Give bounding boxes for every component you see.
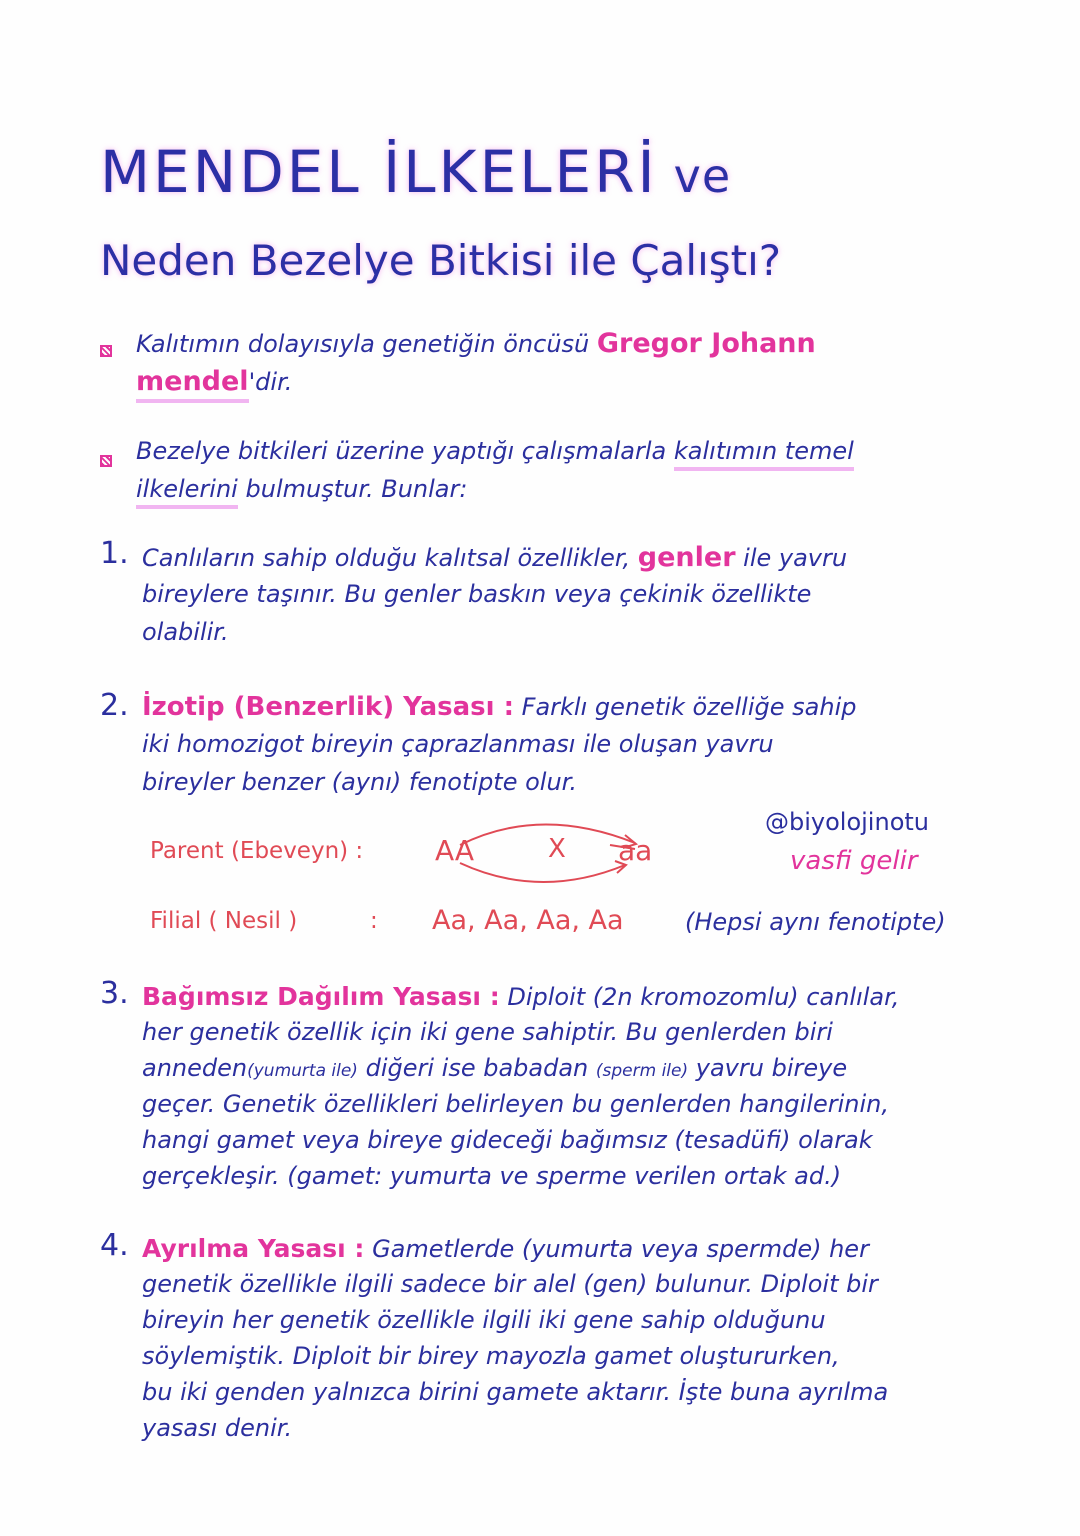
title-suffix: ve bbox=[673, 149, 732, 203]
bullet2-text-b: bulmuştur. Bunlar: bbox=[245, 475, 468, 503]
credit-handle: @biyolojinotu bbox=[765, 808, 929, 836]
item4-text: Gametlerde (yumurta veya spermde) her bbox=[372, 1235, 869, 1263]
item4-number: 4. bbox=[100, 1228, 129, 1263]
bullet1-name2: mendel bbox=[136, 366, 249, 403]
item3-text-a: anneden bbox=[142, 1054, 248, 1082]
item4-line2: genetik özellikle ilgili sadece bir alel (gen) bulunur. Diploit bir bbox=[142, 1270, 878, 1298]
item3-note-a: (yumurta ile) bbox=[247, 1061, 358, 1081]
item3-line3 bbox=[142, 1054, 847, 1082]
item3-line1 bbox=[142, 982, 899, 1011]
bullet2-underlined-b: ilkelerini bbox=[136, 475, 238, 509]
item3-heading: Bağımsız Dağılım Yasası : bbox=[142, 982, 500, 1011]
bullet1-name: Gregor Johann bbox=[596, 328, 816, 359]
item3-line6: gerçekleşir. (gamet: yumurta ve sperme verilen ortak ad.) bbox=[142, 1162, 842, 1190]
item1-line2: bireylere taşınır. Bu genler baskın veya çekinik özellikte bbox=[142, 580, 812, 608]
cross-arrows-icon bbox=[420, 815, 670, 895]
item3-text-c: yavru bireye bbox=[695, 1054, 848, 1082]
item2-heading: İzotip (Benzerlik) Yasası : bbox=[142, 692, 514, 722]
item3-line5: hangi gamet veya bireye gideceği bağımsız (tesadüfi) olarak bbox=[142, 1126, 873, 1154]
item4-line1 bbox=[142, 1234, 869, 1263]
page-title bbox=[100, 138, 731, 206]
filial-note: (Hepsi aynı fenotipte) bbox=[685, 908, 946, 936]
filial-colon: : bbox=[370, 908, 378, 934]
item2-line3: bireyler benzer (aynı) fenotipte olur. bbox=[142, 768, 577, 796]
item4-line4: söylemiştik. Diploit bir birey mayozla gamet oluştururken, bbox=[142, 1342, 840, 1370]
item1-line1 bbox=[142, 542, 847, 573]
parent-genotype-a: AA bbox=[435, 834, 475, 867]
bullet2-underlined-a: kalıtımın temel bbox=[674, 437, 854, 471]
item3-text-b: diğeri ise babadan bbox=[365, 1054, 589, 1082]
filial-genotypes: Aa, Aa, Aa, Aa bbox=[432, 905, 624, 936]
item4-line3: bireyin her genetik özellikle ilgili iki gene sahip olduğunu bbox=[142, 1306, 826, 1334]
parent-genotype-b: aa bbox=[618, 834, 653, 867]
item1-line3: olabilir. bbox=[142, 618, 229, 646]
bullet2-line2 bbox=[136, 475, 467, 503]
bullet1-suffix: 'dir. bbox=[248, 368, 293, 396]
bullet1-line1 bbox=[136, 328, 816, 359]
item4-line6: yasası denir. bbox=[142, 1414, 293, 1442]
item3-number: 3. bbox=[100, 976, 129, 1011]
cross-symbol: X bbox=[548, 834, 566, 864]
item3-line4: geçer. Genetik özellikleri belirleyen bu genlerden hangilerinin, bbox=[142, 1090, 889, 1118]
item3-line2: her genetik özellik için iki gene sahiptir. Bu genlerden biri bbox=[142, 1018, 833, 1046]
parent-label: Parent (Ebeveyn) : bbox=[150, 838, 364, 864]
bullet-square-icon bbox=[100, 345, 112, 357]
title-main: MENDEL İLKELERİ bbox=[100, 138, 658, 206]
item4-line5: bu iki genden yalnızca birini gamete aktarır. İşte buna ayrılma bbox=[142, 1378, 889, 1406]
page-subtitle: Neden Bezelye Bitkisi ile Çalıştı? bbox=[100, 236, 782, 285]
item3-note-b: (sperm ile) bbox=[595, 1061, 689, 1081]
credit-author: vasfi gelir bbox=[790, 846, 918, 876]
item2-text: Farklı genetik özelliğe sahip bbox=[521, 693, 857, 721]
item3-text: Diploit (2n kromozomlu) canlılar, bbox=[507, 983, 900, 1011]
bullet-square-icon bbox=[100, 455, 112, 467]
bullet1-line2 bbox=[136, 366, 292, 397]
item2-line1 bbox=[142, 692, 856, 722]
item2-line2: iki homozigot bireyin çaprazlanması ile oluşan yavru bbox=[142, 730, 774, 758]
item4-heading: Ayrılma Yasası : bbox=[142, 1234, 365, 1263]
filial-label: Filial ( Nesil ) bbox=[150, 908, 298, 934]
item1-text-a: Canlıların sahip olduğu kalıtsal özellikler, bbox=[142, 544, 631, 572]
item1-highlight: genler bbox=[637, 542, 736, 573]
bullet1-text: Kalıtımın dolayısıyla genetiğin öncüsü bbox=[136, 330, 590, 358]
item2-number: 2. bbox=[100, 688, 129, 723]
bullet2-line1 bbox=[136, 437, 854, 465]
item1-number: 1. bbox=[100, 536, 129, 571]
item1-text-b: ile yavru bbox=[743, 544, 848, 572]
bullet2-text-a: Bezelye bitkileri üzerine yaptığı çalışmalarla bbox=[136, 437, 667, 465]
